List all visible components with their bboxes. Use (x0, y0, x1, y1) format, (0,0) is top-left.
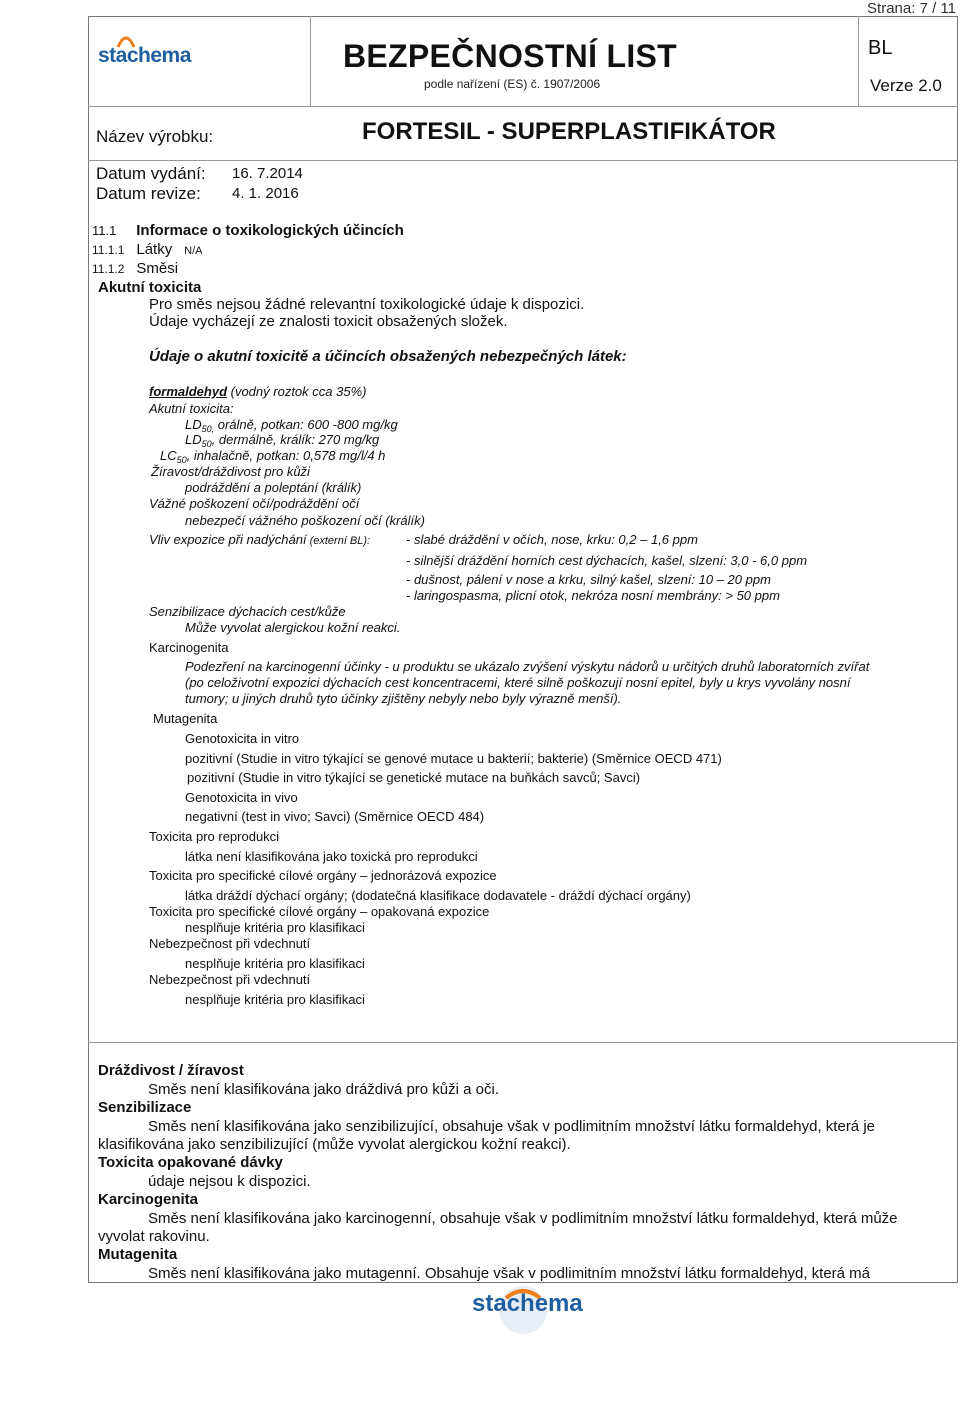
ld50-dermal (185, 432, 379, 449)
section-11-1 (92, 222, 404, 239)
aspiration-hazard-label: Nebezpečnost při vdechnutí (149, 936, 311, 951)
document-version: Verze 2.0 (870, 76, 942, 95)
value-text: , inhalačně, potkan: 0,578 mg/l/4 h (186, 448, 386, 463)
issue-date-label: Datum vydání: (96, 164, 206, 183)
value-prefix: LD (185, 432, 202, 447)
value-subscript: 50 (176, 455, 187, 465)
stot-repeated-value: nesplňuje kritéria pro klasifikaci (185, 920, 365, 935)
repeated-dose-text: údaje nejsou k dispozici. (148, 1173, 311, 1190)
company-logo (98, 44, 191, 68)
mutagenicity-label: Mutagenita (153, 711, 218, 726)
inhalation-exposure-label (149, 532, 370, 547)
carcinogenicity-mixture-text: vyvolat rakovinu. (98, 1228, 210, 1245)
aspiration-hazard-value: nesplňuje kritéria pro klasifikaci (185, 992, 365, 1007)
value-text: , dermálně, králík: 270 mg/kg (211, 432, 380, 447)
eye-damage-label: Vážné poškození očí/podráždění očí (149, 496, 360, 511)
value-text: orálně, potkan: 600 -800 mg/kg (214, 417, 398, 432)
section-title: Látky (136, 241, 173, 258)
logo-arc-icon (116, 31, 136, 49)
aspiration-hazard-value: nesplňuje kritéria pro klasifikaci (185, 956, 365, 971)
mutagenicity-heading: Mutagenita (98, 1246, 178, 1263)
value-subscript: 50 (201, 439, 212, 449)
reproductive-toxicity-value: látka není klasifikována jako toxická pro reprodukci (185, 849, 478, 864)
product-name: FORTESIL - SUPERPLASTIFIKÁTOR (362, 118, 776, 145)
section-title: Směsi (136, 260, 179, 277)
value-prefix: LD (185, 417, 202, 432)
sensitisation-value: Může vyvolat alergickou kožní reakci. (185, 620, 401, 635)
repeated-dose-heading: Toxicita opakované dávky (98, 1154, 283, 1171)
substance-name-text: formaldehyd (149, 384, 228, 399)
genotoxicity-result: negativní (test in vivo; Savci) (Směrnice OECD 484) (185, 809, 485, 824)
value-prefix: LC (160, 448, 177, 463)
inhalation-effect: - silnější dráždění horních cest dýchacích, kašel, slzení: 3,0 - 6,0 ppm (406, 553, 808, 568)
section-11-1-2 (92, 260, 178, 277)
product-label: Název výrobku: (96, 127, 214, 146)
footer-logo (468, 1286, 583, 1317)
stot-single-label: Toxicita pro specifické cílové orgány – jednorázová expozice (149, 868, 497, 883)
value-subscript: 50, (201, 424, 215, 434)
header-divider (88, 106, 958, 107)
logo-text: stachema (98, 44, 191, 67)
section-11-1-1 (92, 241, 202, 258)
header-divider (88, 160, 958, 161)
reproductive-toxicity-label: Toxicita pro reprodukci (149, 829, 280, 844)
header-column-divider (310, 16, 311, 106)
section-number: 11.1 (92, 223, 117, 238)
hazardous-substances-heading: Údaje o akutní toxicitě a účincích obsažených nebezpečných látek: (149, 348, 627, 365)
content-divider (88, 1042, 958, 1043)
section-number: 11.1.2 (92, 262, 125, 276)
revision-date: 4. 1. 2016 (232, 185, 299, 202)
eye-damage-value: nebezpečí vážného poškození očí (králík) (185, 513, 425, 528)
header-column-divider (858, 16, 859, 106)
genotoxicity-in-vitro-label: Genotoxicita in vitro (185, 731, 300, 746)
document-title: BEZPEČNOSTNÍ LIST (343, 38, 678, 74)
section-number: 11.1.1 (92, 243, 125, 257)
not-applicable: N/A (184, 245, 203, 257)
document-subtitle: podle nařízení (ES) č. 1907/2006 (424, 77, 601, 91)
genotoxicity-result: pozitivní (Studie in vitro týkající se genové mutace u bakterií; bakterie) (Směrnice OECD 471) (185, 751, 722, 766)
issue-date: 16. 7.2014 (232, 165, 303, 182)
acute-toxicity-text: Pro směs nejsou žádné relevantní toxikologické údaje k dispozici. (149, 296, 585, 313)
irritation-heading: Dráždivost / žíravost (98, 1062, 244, 1079)
page-number: Strana: 7 / 11 (867, 0, 956, 17)
inhalation-effect: - laringospasma, plicní otok, nekróza nosní membrány: > 50 ppm (406, 588, 780, 603)
carcinogenicity-text: tumory; u jiných druhů tyto účinky zjištěny nebyly nebo byly výrazně menší). (185, 691, 622, 706)
carcinogenicity-mixture-text: Směs není klasifikována jako karcinogenní, obsahuje však v podlimitním množství látku formaldehyd, která může (148, 1210, 898, 1227)
inhalation-effect: - slabé dráždění v očích, nose, krku: 0,2 – 1,6 ppm (406, 532, 698, 547)
acute-toxicity-label: Akutní toxicita: (149, 401, 234, 416)
acute-toxicity-heading: Akutní toxicita (98, 279, 202, 296)
sensitisation-heading: Senzibilizace (98, 1099, 192, 1116)
genotoxicity-in-vivo-label: Genotoxicita in vivo (185, 790, 298, 805)
skin-corrosion-label: Žíravost/dráždivost pro kůži (151, 464, 310, 479)
irritation-text: Směs není klasifikována jako dráždivá pro kůži a oči. (148, 1081, 500, 1098)
sensitisation-text: Směs není klasifikována jako senzibilizující, obsahuje však v podlimitním množství látku formaldehyd, která je (148, 1118, 875, 1135)
skin-corrosion-value: podráždění a poleptání (králík) (185, 480, 362, 495)
label-note: (externí BL): (306, 535, 371, 547)
genotoxicity-result: pozitivní (Studie in vitro týkající se genetické mutace na buňkách savců; Savci) (187, 770, 641, 785)
label-text: Vliv expozice při nadýchání (149, 532, 307, 547)
mutagenicity-mixture-text: Směs není klasifikována jako mutagenní. Obsahuje však v podlimitním množství látku formaldehyd, která má (148, 1265, 870, 1282)
stot-repeated-label: Toxicita pro specifické cílové orgány – opakovaná expozice (149, 904, 490, 919)
carcinogenicity-heading: Karcinogenita (98, 1191, 199, 1208)
sensitisation-text: klasifikována jako senzibilizující (může vyvolat alergickou kožní reakci). (98, 1136, 571, 1153)
lc50-inhalation (160, 448, 385, 465)
document-code: BL (868, 37, 893, 59)
revision-date-label: Datum revize: (96, 184, 201, 203)
substance-name (149, 384, 366, 399)
sensitisation-label: Senzibilizace dýchacích cest/kůže (149, 604, 346, 619)
stot-single-value: látka dráždí dýchací orgány; (dodatečná klasifikace dodavatele - dráždí dýchací orgány) (185, 888, 691, 903)
carcinogenicity-label: Karcinogenita (149, 640, 229, 655)
aspiration-hazard-label: Nebezpečnost při vdechnutí (149, 972, 311, 987)
carcinogenicity-text: (po celoživotní expozici dýchacích cest koncentracemi, které silně poškozují nosní epitel, byly u krys vyvolány nosní (185, 675, 851, 690)
inhalation-effect: - dušnost, pálení v nose a krku, silný kašel, slzení: 10 – 20 ppm (406, 572, 771, 587)
section-title: Informace o toxikologických účincích (136, 222, 404, 239)
footer-logo-text: stachema (472, 1290, 583, 1317)
acute-toxicity-text: Údaje vycházejí ze znalosti toxicit obsažených složek. (149, 313, 508, 330)
carcinogenicity-text: Podezření na karcinogenní účinky - u produktu se ukázalo zvýšení výskytu nádorů u určitých druhů laboratorních zvířat (185, 659, 870, 674)
substance-note: (vodný roztok cca 35%) (227, 384, 367, 399)
